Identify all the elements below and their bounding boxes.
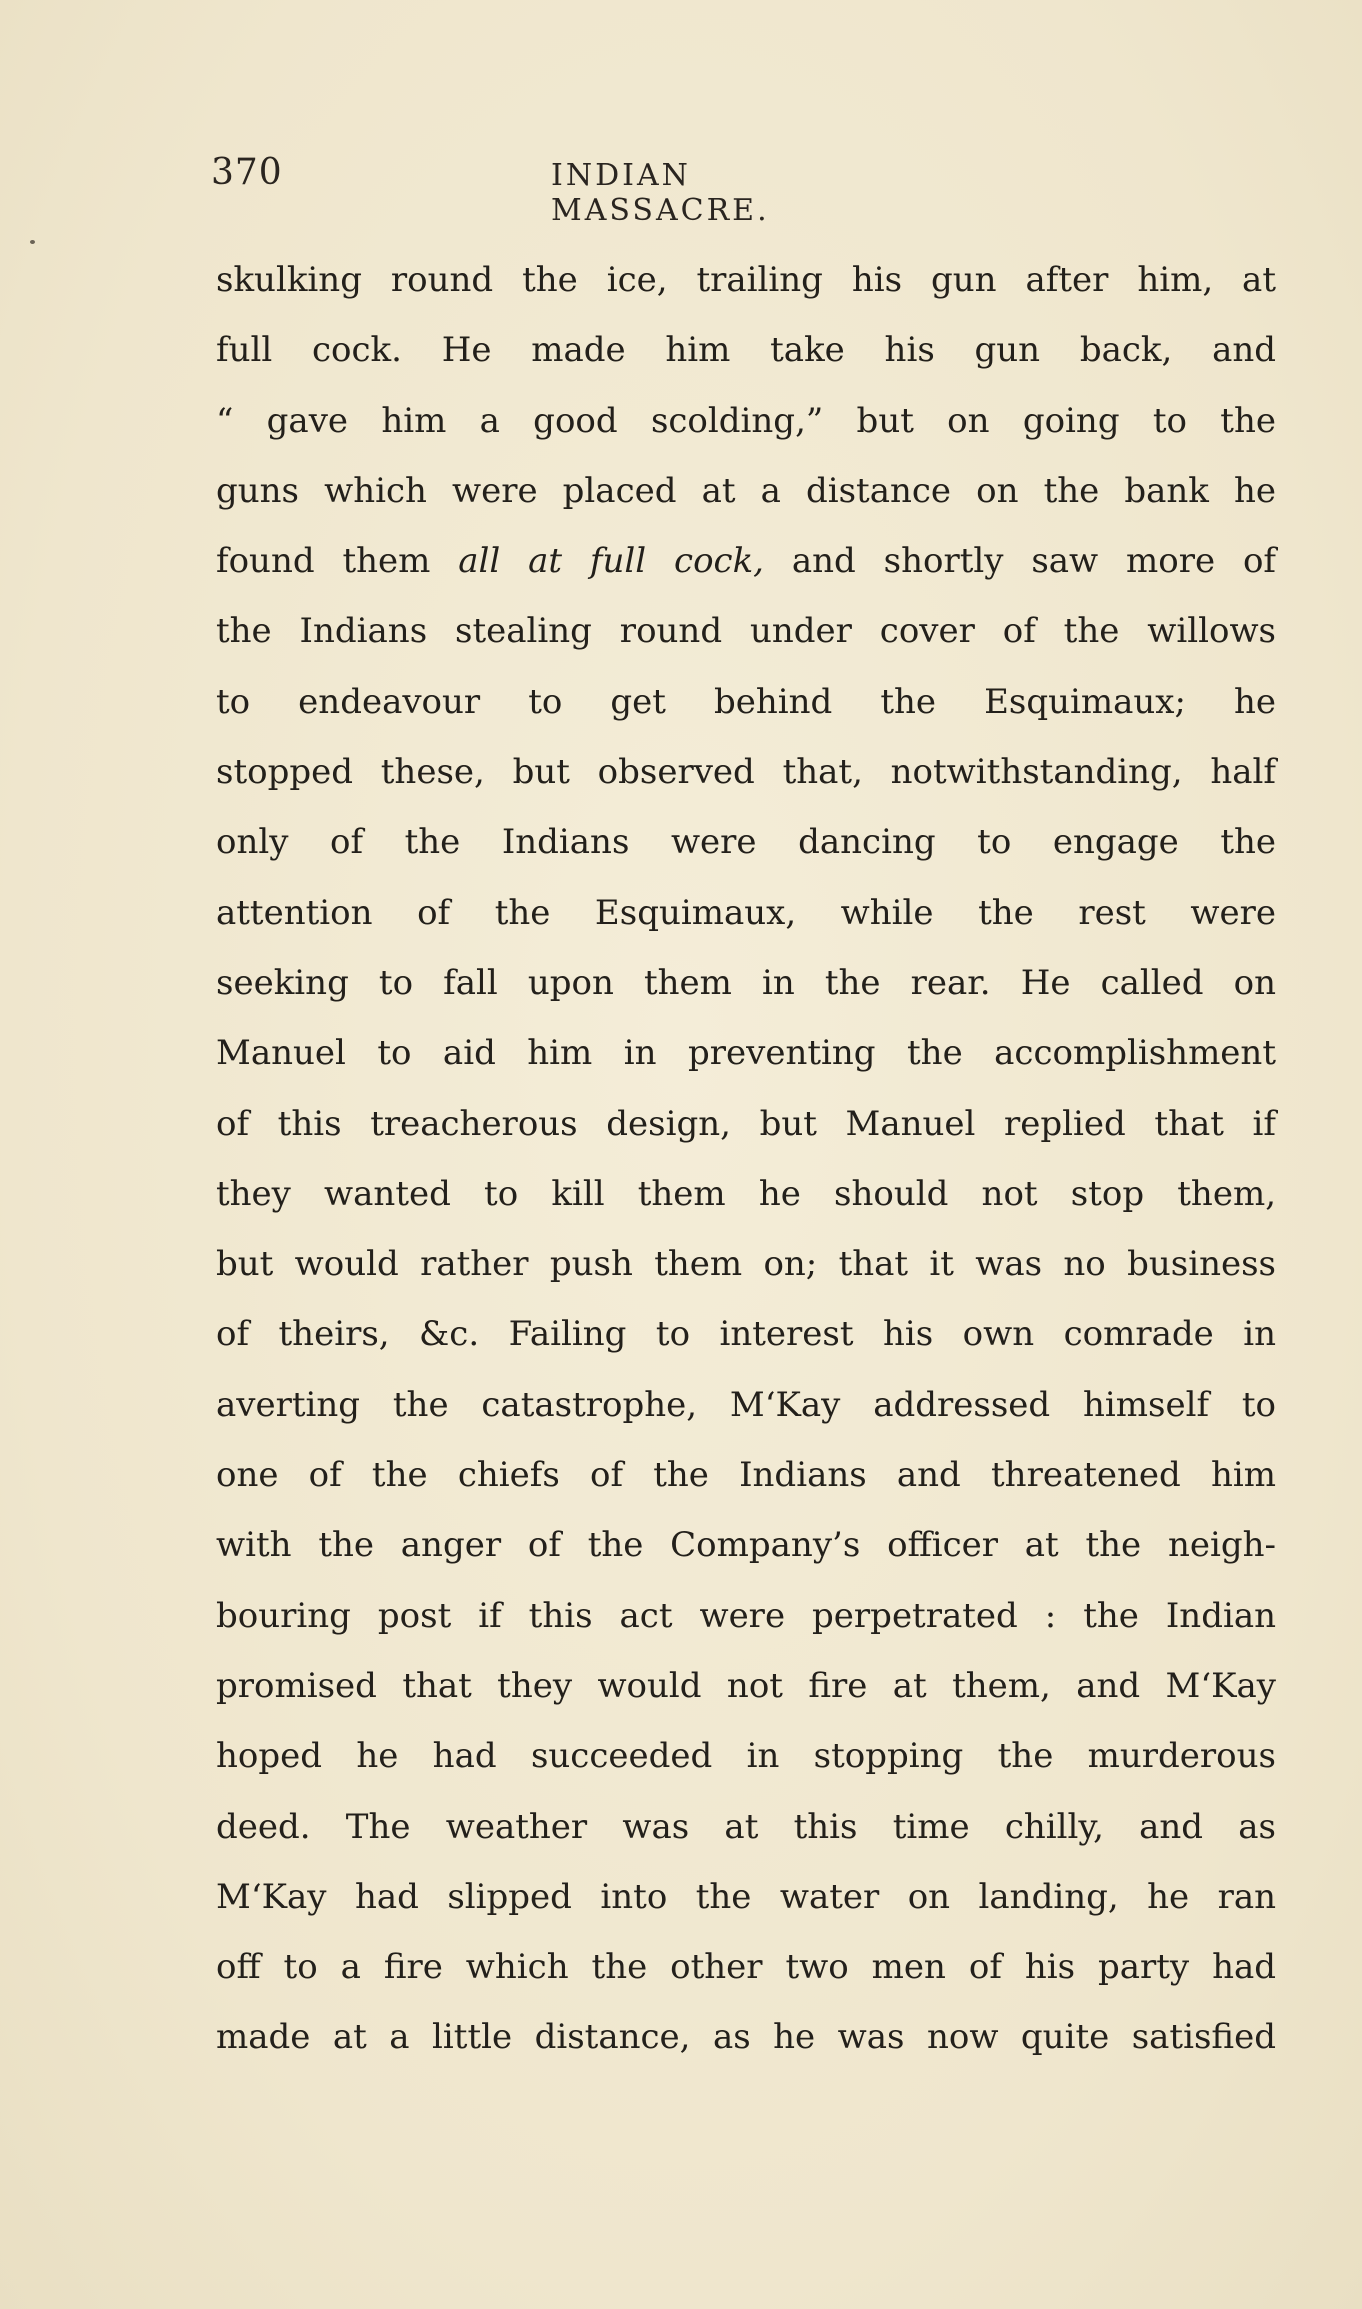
paper-speck — [30, 240, 35, 244]
text-line: off to a fire which the other two men of his party had — [216, 1947, 1276, 1988]
text-line-with-emphasis — [216, 526, 1276, 596]
text-segment: and shortly saw more of — [791, 541, 1277, 582]
text-line: full cock. He made him take his gun back, and — [216, 330, 1276, 371]
text-line: of this treacherous design, but Manuel replied that if — [216, 1103, 1276, 1144]
text-line: stopped these, but observed that, notwithstanding, half — [216, 752, 1276, 793]
text-line: hoped he had succeeded in stopping the murderous — [216, 1736, 1276, 1777]
running-head: INDIAN MASSACRE. — [551, 158, 770, 228]
text-line: the Indians stealing round under cover of the willows — [216, 611, 1276, 652]
page-number: 370 — [211, 152, 283, 193]
text-line: only of the Indians were dancing to engage the — [216, 822, 1276, 863]
page-header — [211, 152, 921, 228]
text-line: attention of the Esquimaux, while the rest were — [216, 892, 1276, 933]
text-line: guns which were placed at a distance on the bank he — [216, 470, 1276, 511]
text-line: of theirs, &c. Failing to interest his own comrade in — [216, 1314, 1276, 1355]
text-line: made at a little distance, as he was now quite satisfied — [216, 2017, 1276, 2058]
text-line: averting the catastrophe, M‘Kay addressed himself to — [216, 1384, 1276, 1425]
text-segment: found them — [216, 541, 431, 582]
text-line: deed. The weather was at this time chilly, and as — [216, 1806, 1276, 1847]
text-line: with the anger of the Company’s officer at the neigh- — [216, 1525, 1276, 1566]
body-text — [216, 245, 1276, 2073]
text-line: skulking round the ice, trailing his gun after him, at — [216, 260, 1276, 300]
text-line: M‘Kay had slipped into the water on landing, he ran — [216, 1876, 1276, 1917]
text-line: they wanted to kill them he should not stop them, — [216, 1173, 1276, 1214]
text-line: Manuel to aid him in preventing the accomplishment — [216, 1033, 1276, 1074]
text-line: seeking to fall upon them in the rear. He called on — [216, 962, 1276, 1003]
text-line: but would rather push them on; that it was no business — [216, 1244, 1276, 1285]
text-line: promised that they would not fire at them, and M‘Kay — [216, 1665, 1276, 1706]
text-line: one of the chiefs of the Indians and threatened him — [216, 1455, 1276, 1496]
text-line: to endeavour to get behind the Esquimaux; he — [216, 681, 1276, 722]
italic-phrase: all at full cock, — [458, 541, 764, 582]
text-line: “ gave him a good scolding,” but on going to the — [216, 400, 1276, 441]
text-line: bouring post if this act were perpetrated : the Indian — [216, 1595, 1276, 1636]
